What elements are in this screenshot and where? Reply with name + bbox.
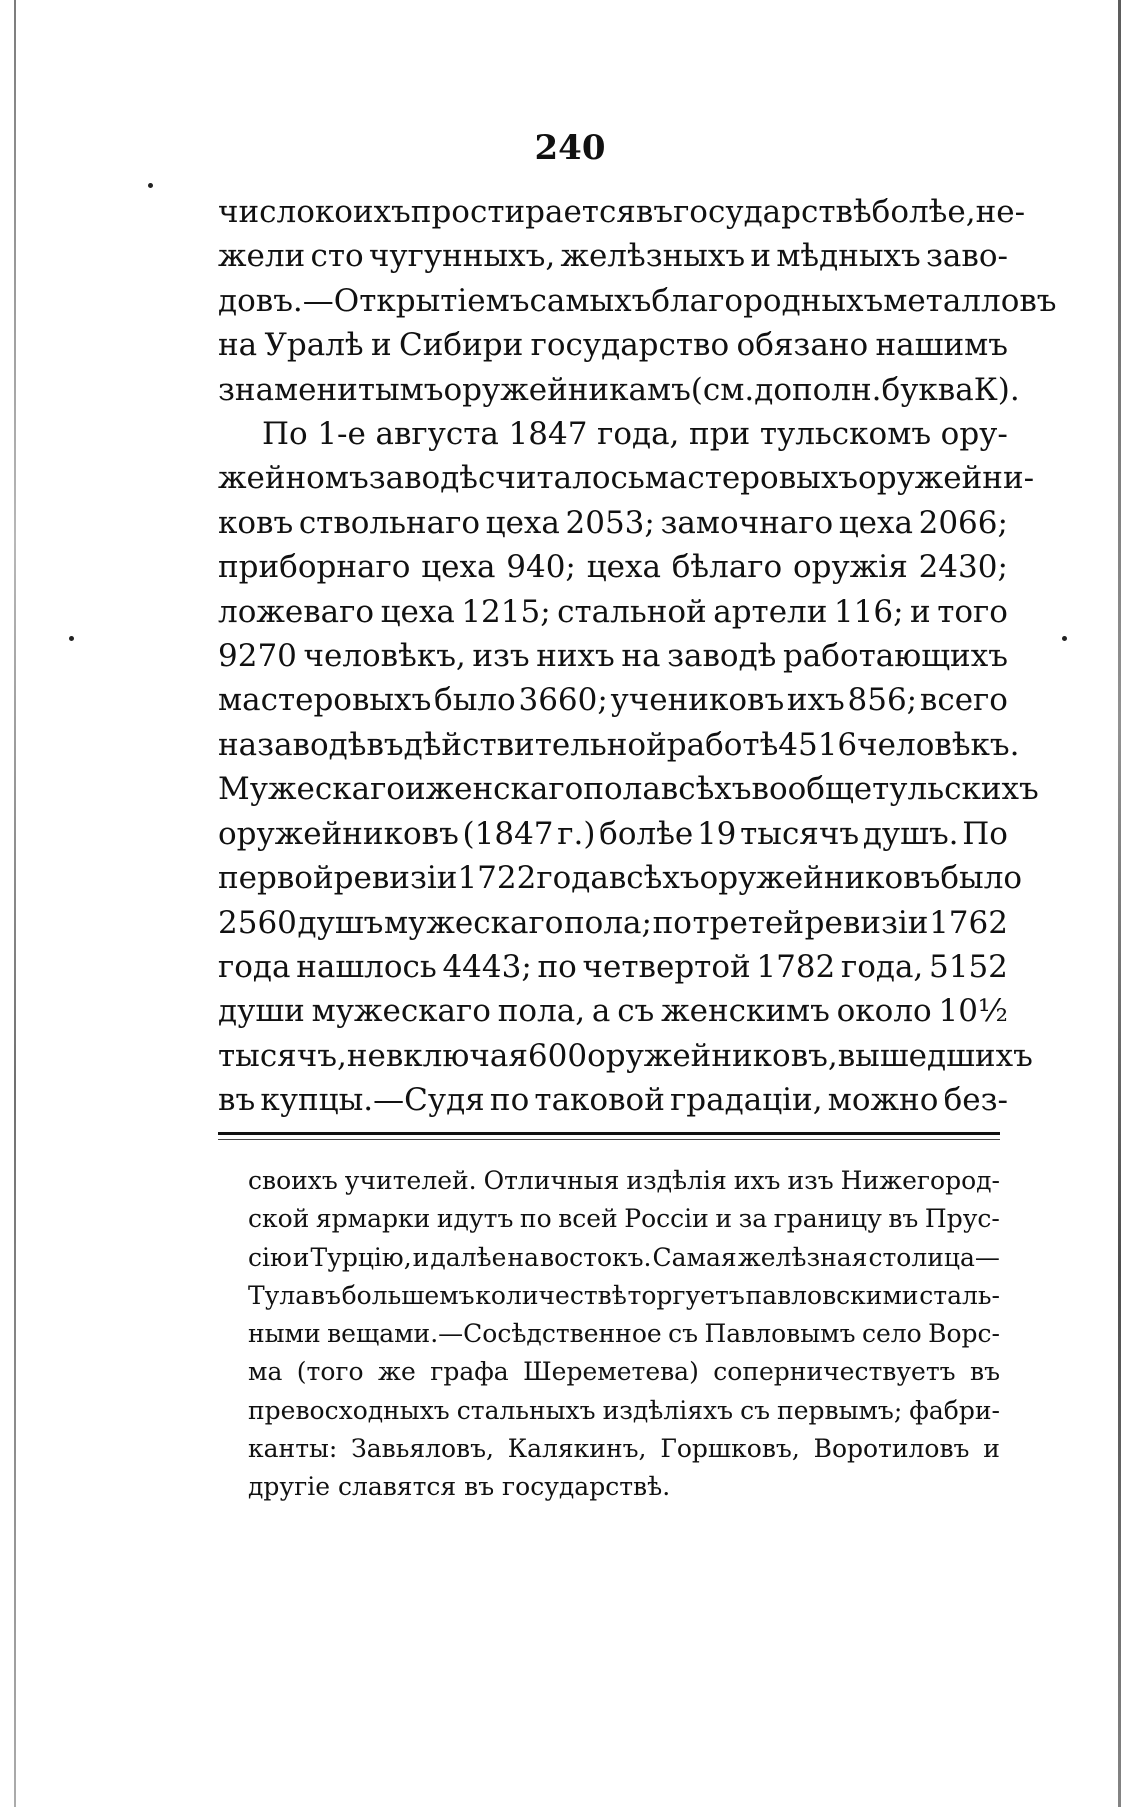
footnote-line: другіе славятся въ государствѣ. (248, 1472, 671, 1502)
footnote-separator (218, 1132, 1000, 1140)
scan-speck (1062, 636, 1067, 641)
footnote-line: ма (того же графа Шереметева) соперничествуетъ въ (248, 1357, 1000, 1387)
footnote (248, 1162, 1000, 1507)
text-line: Мужескаго и женскаго пола всѣхъ вообще тульскихъ (218, 771, 1039, 808)
text-line: довъ. — Открытіемъ самыхъ благородныхъ металловъ (218, 282, 1057, 319)
text-line: души мужескаго пола, а съ женскимъ около 10½ (218, 993, 1008, 1030)
footnote-line: сію и Турцію, и далѣе на востокъ. Самая желѣзная столица— (248, 1242, 1000, 1272)
footnote-line: ными вещами.—Сосѣдственное съ Павловымъ село Ворс- (248, 1319, 1000, 1349)
text-line: По 1-е августа 1847 года, при тульскомъ ору- (262, 416, 1008, 453)
text-line: на Уралѣ и Сибири государство обязано нашимъ (218, 327, 1008, 364)
separator-rule-thin (218, 1139, 1000, 1140)
text-line: число коихъ простирается въ государствѣ болѣе, не- (218, 194, 1026, 230)
text-line: тысячъ, не включая 600 оружейниковъ, вышедшихъ (218, 1037, 1033, 1074)
text-line: года нашлось 4443; по четвертой 1782 года, 5152 (218, 948, 1008, 985)
text-line: знаменитымъ оружейникамъ (см. дополн. буква К). (218, 371, 1020, 408)
scan-speck (148, 183, 153, 188)
page-number: 240 (534, 128, 606, 168)
text-line: ковъ ствольнаго цеха 2053; замочнаго цеха 2066; (218, 504, 1008, 541)
text-line: 2560 душъ мужескаго пола; по третей ревизіи 1762 (218, 904, 1008, 941)
main-text (218, 190, 1057, 1123)
text-line: приборнаго цеха 940; цеха бѣлаго оружія 2430; (218, 549, 1008, 586)
text-line: мастеровыхъ было 3660; учениковъ ихъ 856; всего (218, 682, 1008, 719)
scan-edge-left (14, 0, 16, 1807)
footnote-line: превосходныхъ стальныхъ издѣліяхъ съ первымъ; фабри- (248, 1395, 1000, 1425)
text-line: жели сто чугунныхъ, желѣзныхъ и мѣдныхъ заво- (218, 238, 1008, 275)
text-line: ложеваго цеха 1215; стальной артели 116; и того (218, 593, 1008, 630)
text-line: на заводѣ въ дѣйствительной работѣ 4516 человѣкъ. (218, 726, 1020, 763)
footnote-line: ской ярмарки идутъ по всей Россіи и за границу въ Прус- (248, 1204, 1000, 1234)
footnote-line: канты: Завьяловъ, Калякинъ, Горшковъ, Воротиловъ и (248, 1434, 1000, 1464)
footnote-line: своихъ учителей. Отличныя издѣлія ихъ изъ Нижегород- (248, 1166, 1000, 1195)
text-line: жейномъ заводѣ считалось мастеровыхъ оружейни- (218, 460, 1035, 497)
text-line: 9270 человѣкъ, изъ нихъ на заводѣ работающихъ (218, 638, 1008, 675)
text-line: оружейниковъ (1847 г.) болѣе 19 тысячъ душъ. По (218, 815, 1008, 852)
text-line: въ купцы.—Судя по таковой градаціи, можно без- (218, 1082, 1008, 1119)
footnote-line: Тула въ большемъ количествѣ торгуетъ павловскими сталь- (248, 1280, 1000, 1310)
scan-edge-right (1118, 0, 1121, 1807)
text-line: первой ревизіи 1722 года всѣхъ оружейниковъ было (218, 860, 1023, 897)
separator-rule-main (218, 1132, 1000, 1135)
scan-speck (69, 636, 74, 641)
